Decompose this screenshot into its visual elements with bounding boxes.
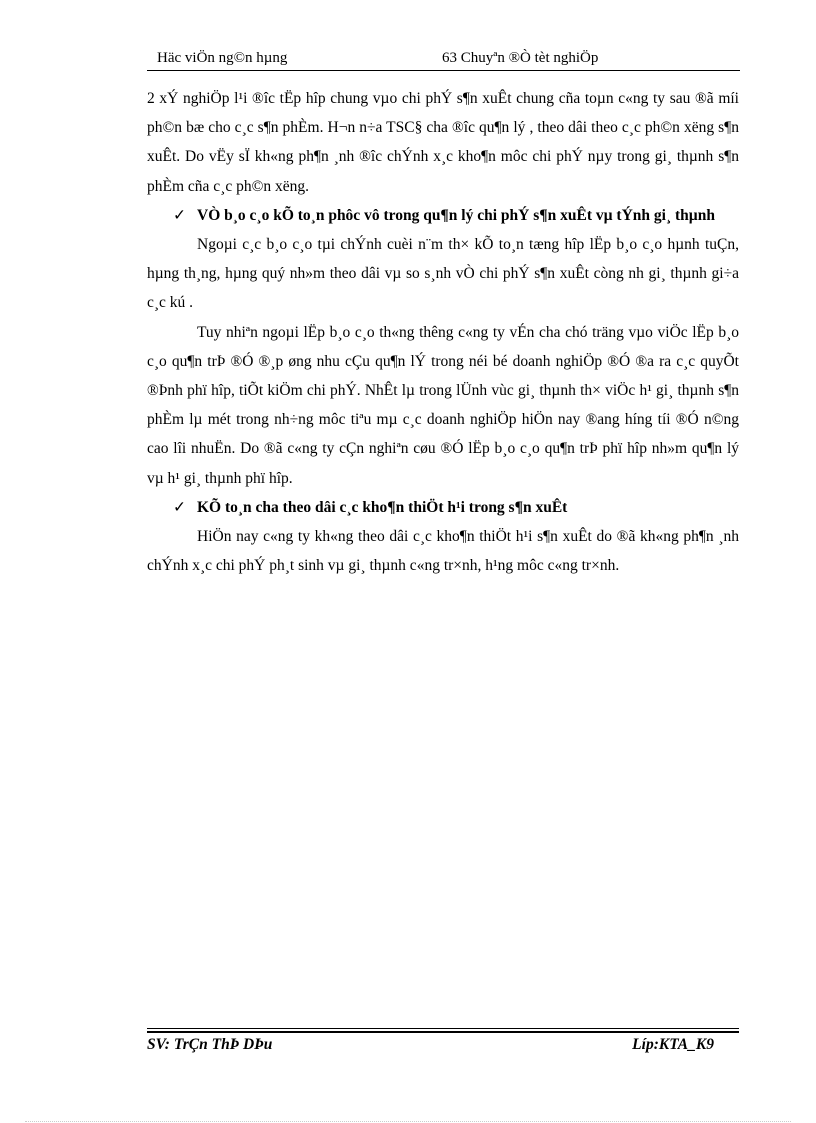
header-title: 63 Chuyªn ®Ò tèt nghiÖp bbox=[442, 50, 599, 66]
section-heading-1 bbox=[147, 201, 739, 230]
header-institution: Häc viÖn ng©n hµng bbox=[157, 50, 288, 66]
paragraph-2: Ngoµi c¸c b¸o c¸o tµi chÝnh cuèi n¨m th× kÕ to¸n tæng hîp lËp b¸o c¸o hµnh tuÇn, hµng th¸ng, hµng quý nh»m theo dâi vµ so s¸nh vÒ chi phÝ s¶n xuÊt còng nh gi¸ thµnh gi÷a c¸c kú . bbox=[147, 236, 739, 312]
paragraph-3: Tuy nhiªn ngoµi lËp b¸o c¸o th«ng thêng c«ng ty vÉn cha chó träng vµo viÖc lËp b¸o c¸o qu¶n trÞ ®Ó ®¸p øng nhu cÇu qu¶n lÝ trong néi bé doanh nghiÖp ®Ó ®a ra c¸c quyÕt ®Þnh phï hîp, tiÕt kiÖm chi phÝ. NhÊt lµ trong lÜnh vùc gi¸ thµnh th× viÖc h¹ gi¸ thµnh s¶n phÈm lµ mét trong nh÷ng môc tiªu mµ c¸c doanh nghiÖp hiÖn nay ®ang híng tíi ®Ó n©ng cao lîi nhuËn. Do ®ã c«ng ty cÇn nghiªn cøu ®Ó lËp b¸o c¸o qu¶n trÞ phï hîp nh»m qu¶n lý vµ h¹ gi¸ thµnh phï hîp. bbox=[147, 323, 739, 487]
paragraph-1: 2 xÝ nghiÖp l¹i ®îc tËp hîp chung vµo chi phÝ s¶n xuÊt chung cña toµn c«ng ty sau ®ã míi ph©n bæ cho c¸c s¶n phÈm. H¬n n÷a TSC§ cha ®îc qu¶n lý , theo dâi theo c¸c ph©n xëng s¶n xuÊt. Do vËy sÏ kh«ng ph¶n ¸nh ®îc chÝnh x¸c kho¶n môc chi phÝ nµy trong gi¸ thµnh s¶n phÈm cña c¸c ph©n xëng. bbox=[147, 90, 739, 195]
checkmark-icon: ✓ bbox=[173, 206, 186, 224]
paragraph-4: HiÖn nay c«ng ty kh«ng theo dâi c¸c kho¶n thiÖt h¹i s¶n xuÊt do ®ã kh«ng ph¶n ¸nh chÝnh x¸c chi phÝ ph¸t sinh vµ gi¸ thµnh c«ng tr×nh, h¹ng môc c«ng tr×nh. bbox=[147, 528, 739, 575]
page-body bbox=[147, 84, 739, 580]
footer-divider-thin bbox=[147, 1028, 739, 1029]
section-heading-2 bbox=[147, 493, 739, 522]
footer-class: Líp:KTA_K9 bbox=[632, 1036, 714, 1053]
footer-divider-thick bbox=[147, 1031, 739, 1033]
page-edge-divider bbox=[25, 1121, 791, 1122]
section-heading-1-text: VÒ b¸o c¸o kÕ to¸n phôc vô trong qu¶n lý chi phÝ s¶n xuÊt vµ tÝnh gi¸ thµnh bbox=[197, 206, 715, 224]
footer-student: SV: TrÇn ThÞ DÞu bbox=[147, 1036, 273, 1053]
page-header bbox=[147, 48, 740, 70]
header-divider bbox=[147, 70, 740, 71]
checkmark-icon: ✓ bbox=[173, 498, 186, 516]
section-heading-2-text: KÕ to¸n cha theo dâi c¸c kho¶n thiÖt h¹i trong s¶n xuÊt bbox=[197, 498, 568, 516]
